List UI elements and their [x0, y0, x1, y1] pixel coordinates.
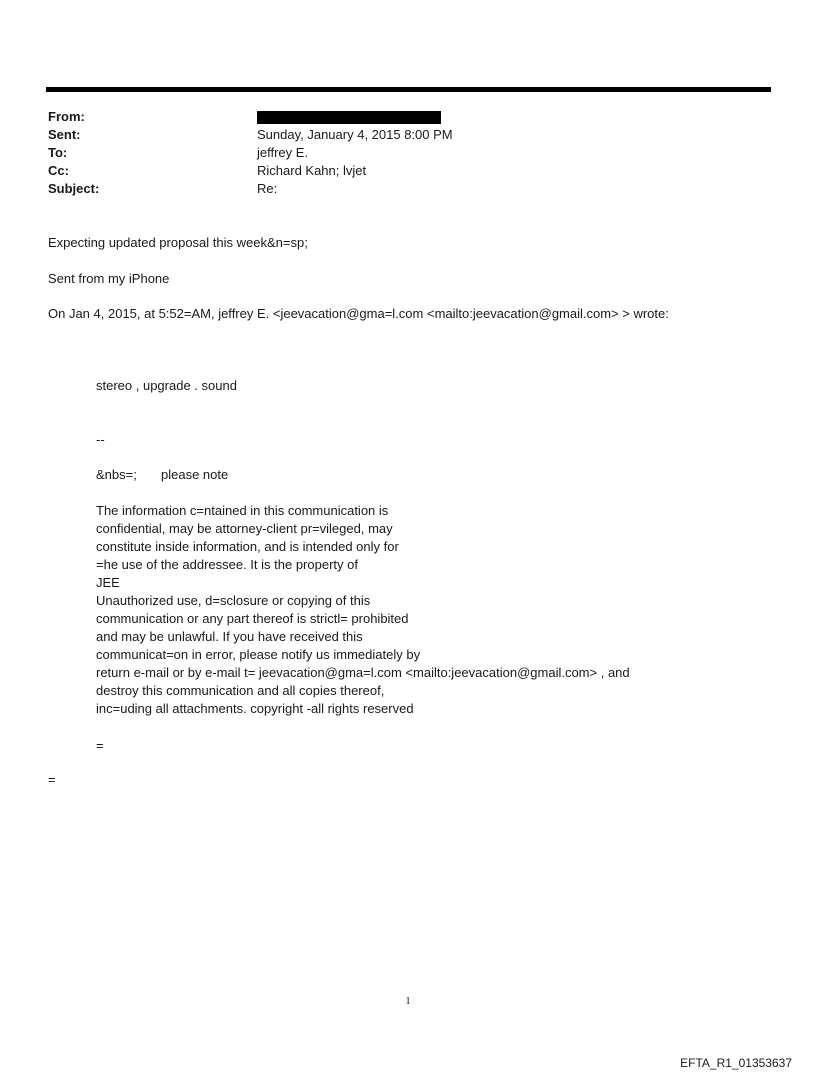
disclaimer-line: JEE: [96, 575, 120, 590]
from-label: From:: [48, 109, 85, 124]
equals-inner: =: [96, 738, 104, 753]
header-divider: [46, 87, 771, 92]
body-line-sent-from: Sent from my iPhone: [48, 271, 170, 286]
subject-label: Subject:: [48, 181, 100, 196]
disclaimer-paragraph: [96, 502, 630, 718]
redacted-sender: [257, 111, 441, 124]
signature-dashes: --: [96, 432, 105, 447]
sent-value: Sunday, January 4, 2015 8:00 PM: [257, 127, 453, 142]
disclaimer-line: inc=uding all attachments. copyright -all rights reserved: [96, 701, 414, 716]
body-line-on-wrote: On Jan 4, 2015, at 5:52=AM, jeffrey E. <jeevacation@gma=l.com <mailto:jeevacation@gmail.com> > wrote:: [48, 306, 669, 321]
page-number: 1: [405, 995, 411, 1007]
disclaimer-line: Unauthorized use, d=sclosure or copying of this: [96, 593, 371, 608]
disclaimer-line: confidential, may be attorney-client pr=vileged, may: [96, 521, 393, 536]
disclaimer-line: constitute inside information, and is intended only for: [96, 539, 399, 554]
equals-outer: =: [48, 772, 56, 787]
body-line-expecting: Expecting updated proposal this week&n=sp;: [48, 235, 308, 250]
cc-value: Richard Kahn; lvjet: [257, 163, 367, 178]
subject-value: Re:: [257, 181, 278, 196]
disclaimer-line: return e-mail or by e-mail t= jeevacation@gma=l.com <mailto:jeevacation@gmail.com> , and: [96, 665, 630, 680]
disclaimer-line: destroy this communication and all copies thereof,: [96, 683, 385, 698]
nbs-text: &nbs=;: [96, 467, 137, 482]
document-id: EFTA_R1_01353637: [680, 1056, 792, 1070]
disclaimer-line: =he use of the addressee. It is the property of: [96, 557, 358, 572]
to-label: To:: [48, 145, 68, 160]
disclaimer-line: communication or any part thereof is strictl= prohibited: [96, 611, 409, 626]
quoted-line: stereo , upgrade . sound: [96, 378, 237, 393]
cc-label: Cc:: [48, 163, 69, 178]
to-value: jeffrey E.: [257, 145, 309, 160]
disclaimer-line: The information c=ntained in this communication is: [96, 503, 389, 518]
disclaimer-line: and may be unlawful. If you have received this: [96, 629, 363, 644]
please-note-text: please note: [161, 467, 229, 482]
sent-label: Sent:: [48, 127, 81, 142]
disclaimer-line: communicat=on in error, please notify us immediately by: [96, 647, 421, 662]
